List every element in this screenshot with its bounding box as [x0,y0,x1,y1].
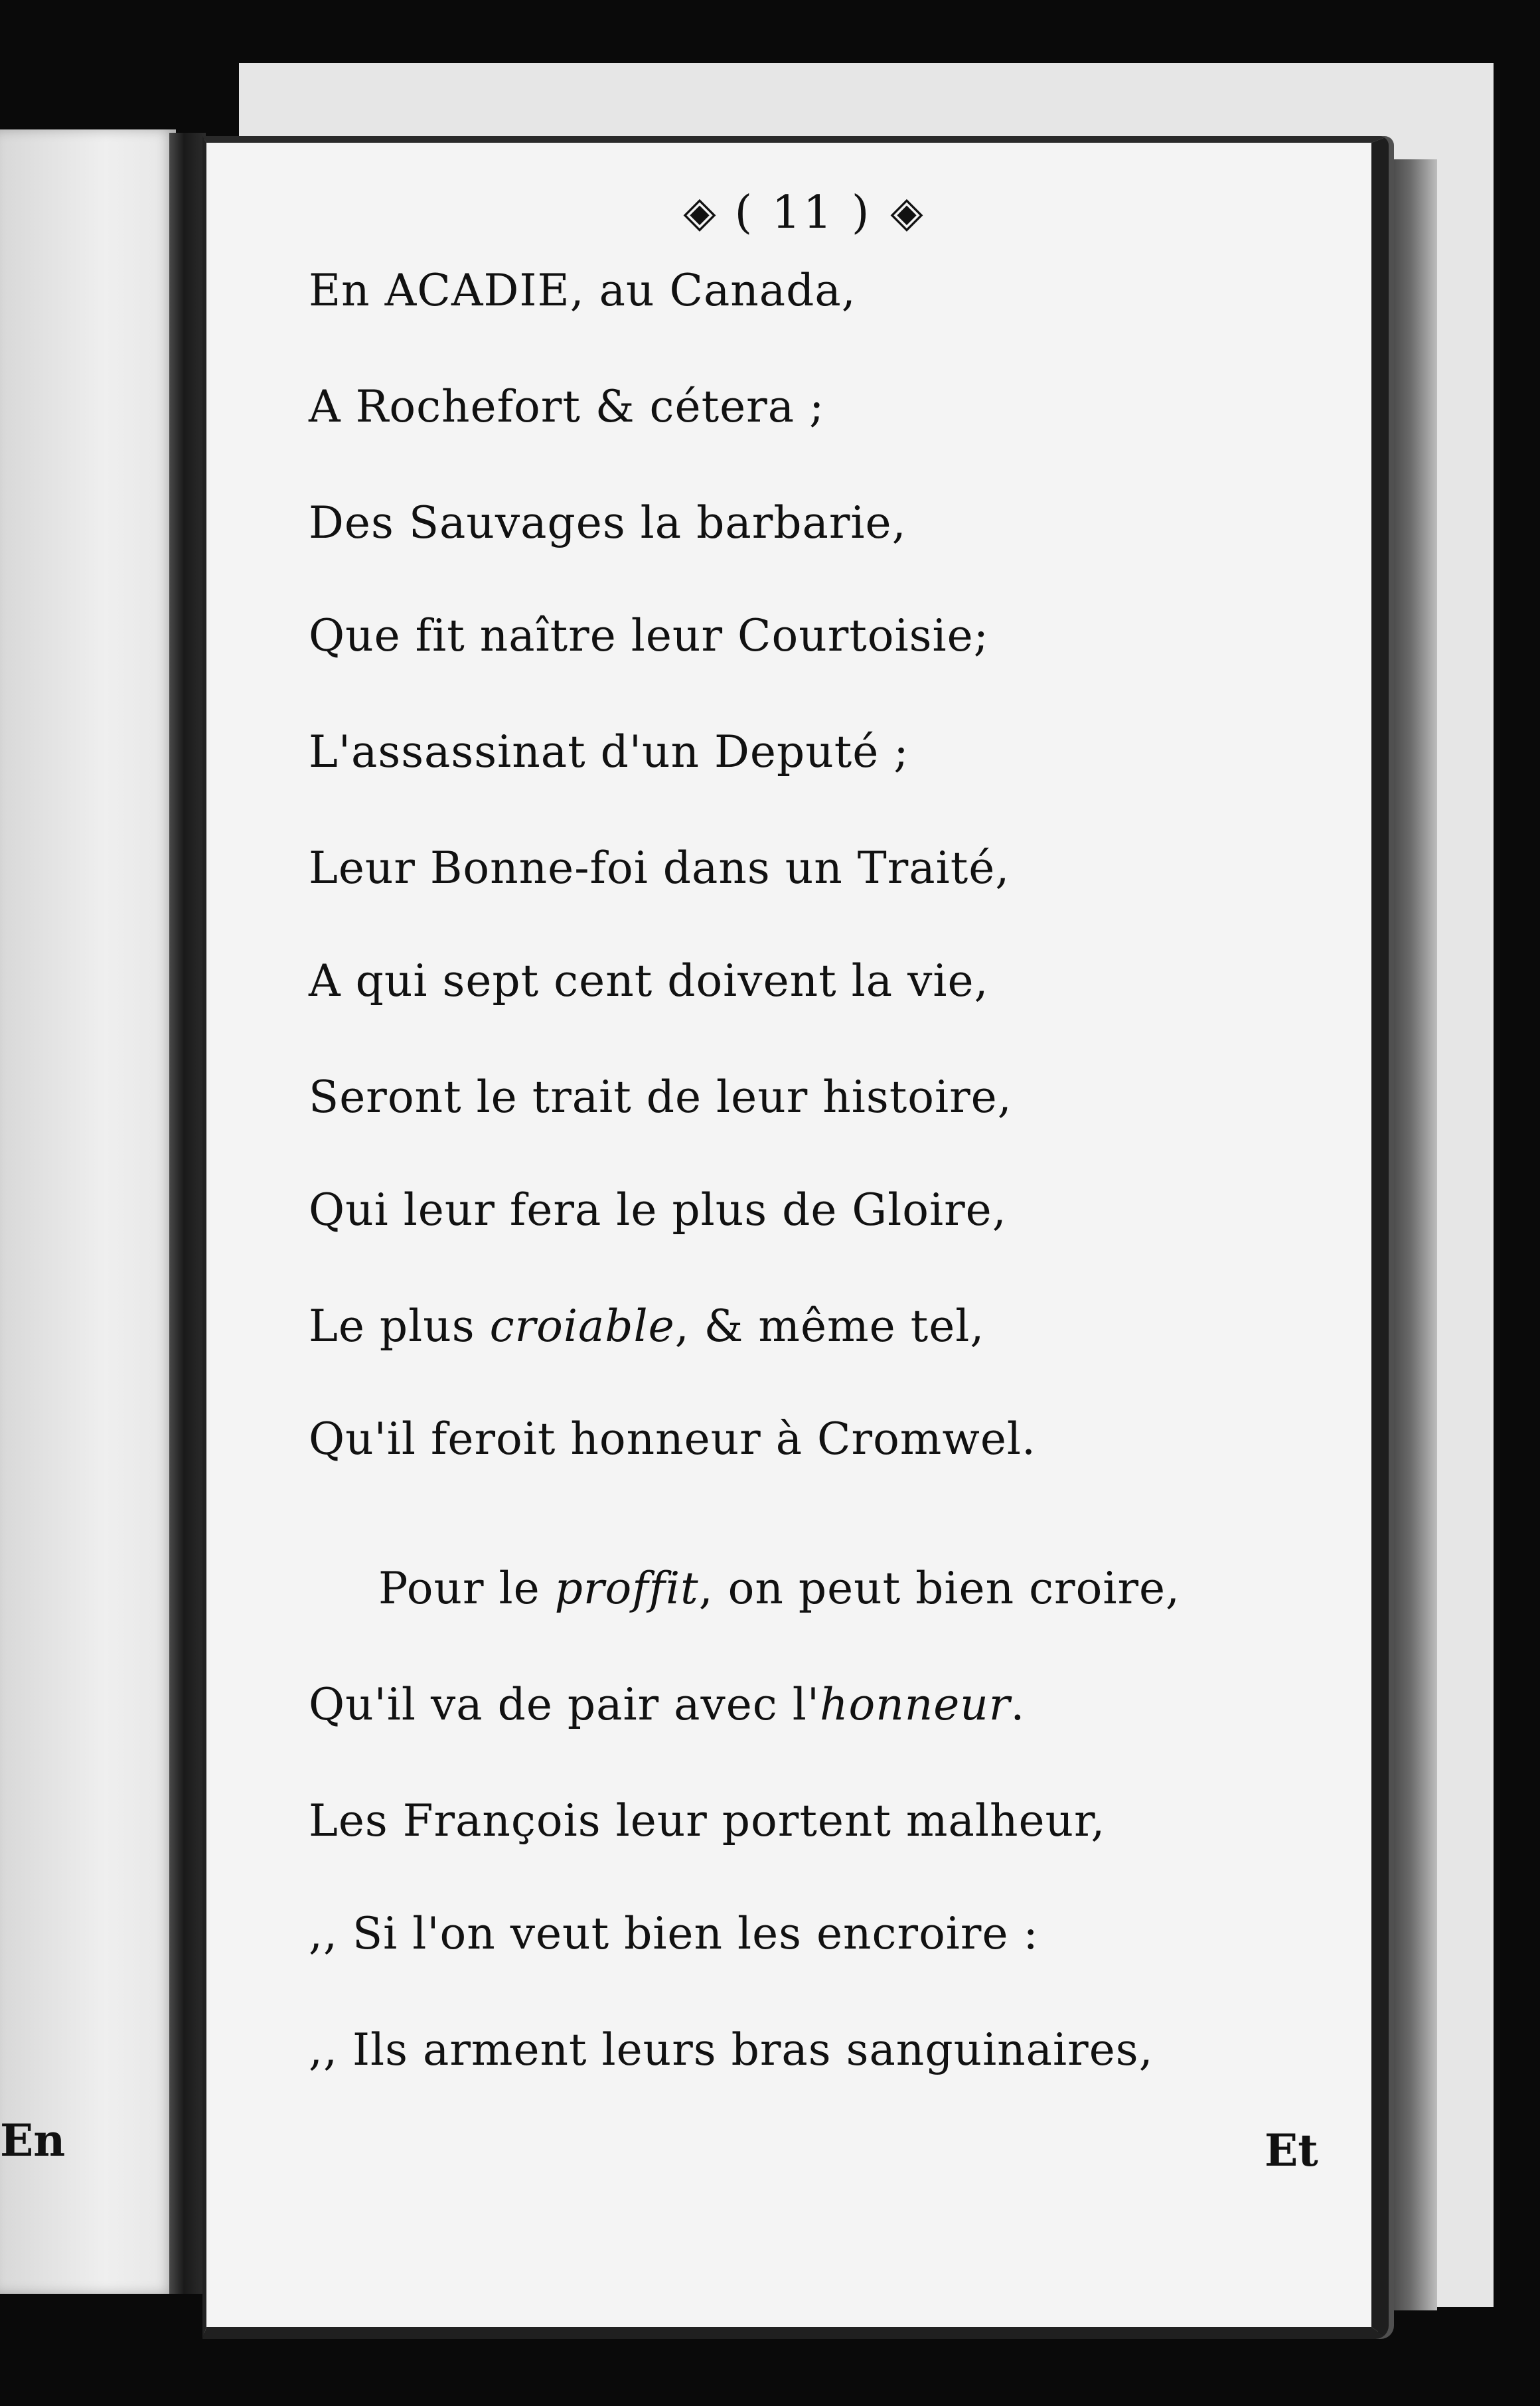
verse-line: L'assassinat d'un Deputé ; [309,726,909,777]
verse-line [309,1301,985,1352]
verse-line [378,1563,1181,1614]
verse-italic: croiable [489,1301,675,1352]
ornament-left-icon: ◈ [683,188,716,237]
verse-line: En ACADIE, au Canada, [309,265,856,316]
verse-text: , on peut bien croire, [698,1563,1181,1614]
verse-line: A qui sept cent doivent la vie, [309,955,989,1006]
verse-text: Qu'il va de pair avec l' [309,1679,820,1730]
verse-line: ,, Si l'on veut bien les encroire : [309,1908,1039,1959]
verse-line: Des Sauvages la barbarie, [309,497,907,548]
verse-line: ,, Ils arment leurs bras sanguinaires, [309,2024,1154,2075]
verse-line: Qu'il feroit honneur à Cromwel. [309,1413,1037,1465]
verse-text: Pour le [378,1563,555,1614]
ornament-right-icon: ◈ [890,188,923,237]
verse-italic: proffit [554,1563,699,1614]
verse-line: Que fit naître leur Courtoisie; [309,610,989,661]
verse-text: . [1010,1679,1026,1730]
verse-line [309,1679,1026,1730]
verse-line: A Rochefort & cétera ; [309,381,825,432]
verse-line: Les François leur portent malheur, [309,1795,1106,1846]
page-header [617,173,989,252]
verse-line: Qui leur fera le plus de Gloire, [309,1184,1007,1236]
catchword-right: Et [1265,2125,1318,2176]
verse-italic: honneur [819,1679,1011,1730]
verse-text: Le plus [309,1301,490,1352]
verse-text: , & même tel, [674,1301,985,1352]
page-number: ( 11 ) [734,186,872,239]
verse-line: Seront le trait de leur histoire, [309,1072,1012,1123]
catchword-left: En [0,2115,66,2166]
verse-line: Leur Bonne-foi dans un Traité, [309,842,1010,894]
